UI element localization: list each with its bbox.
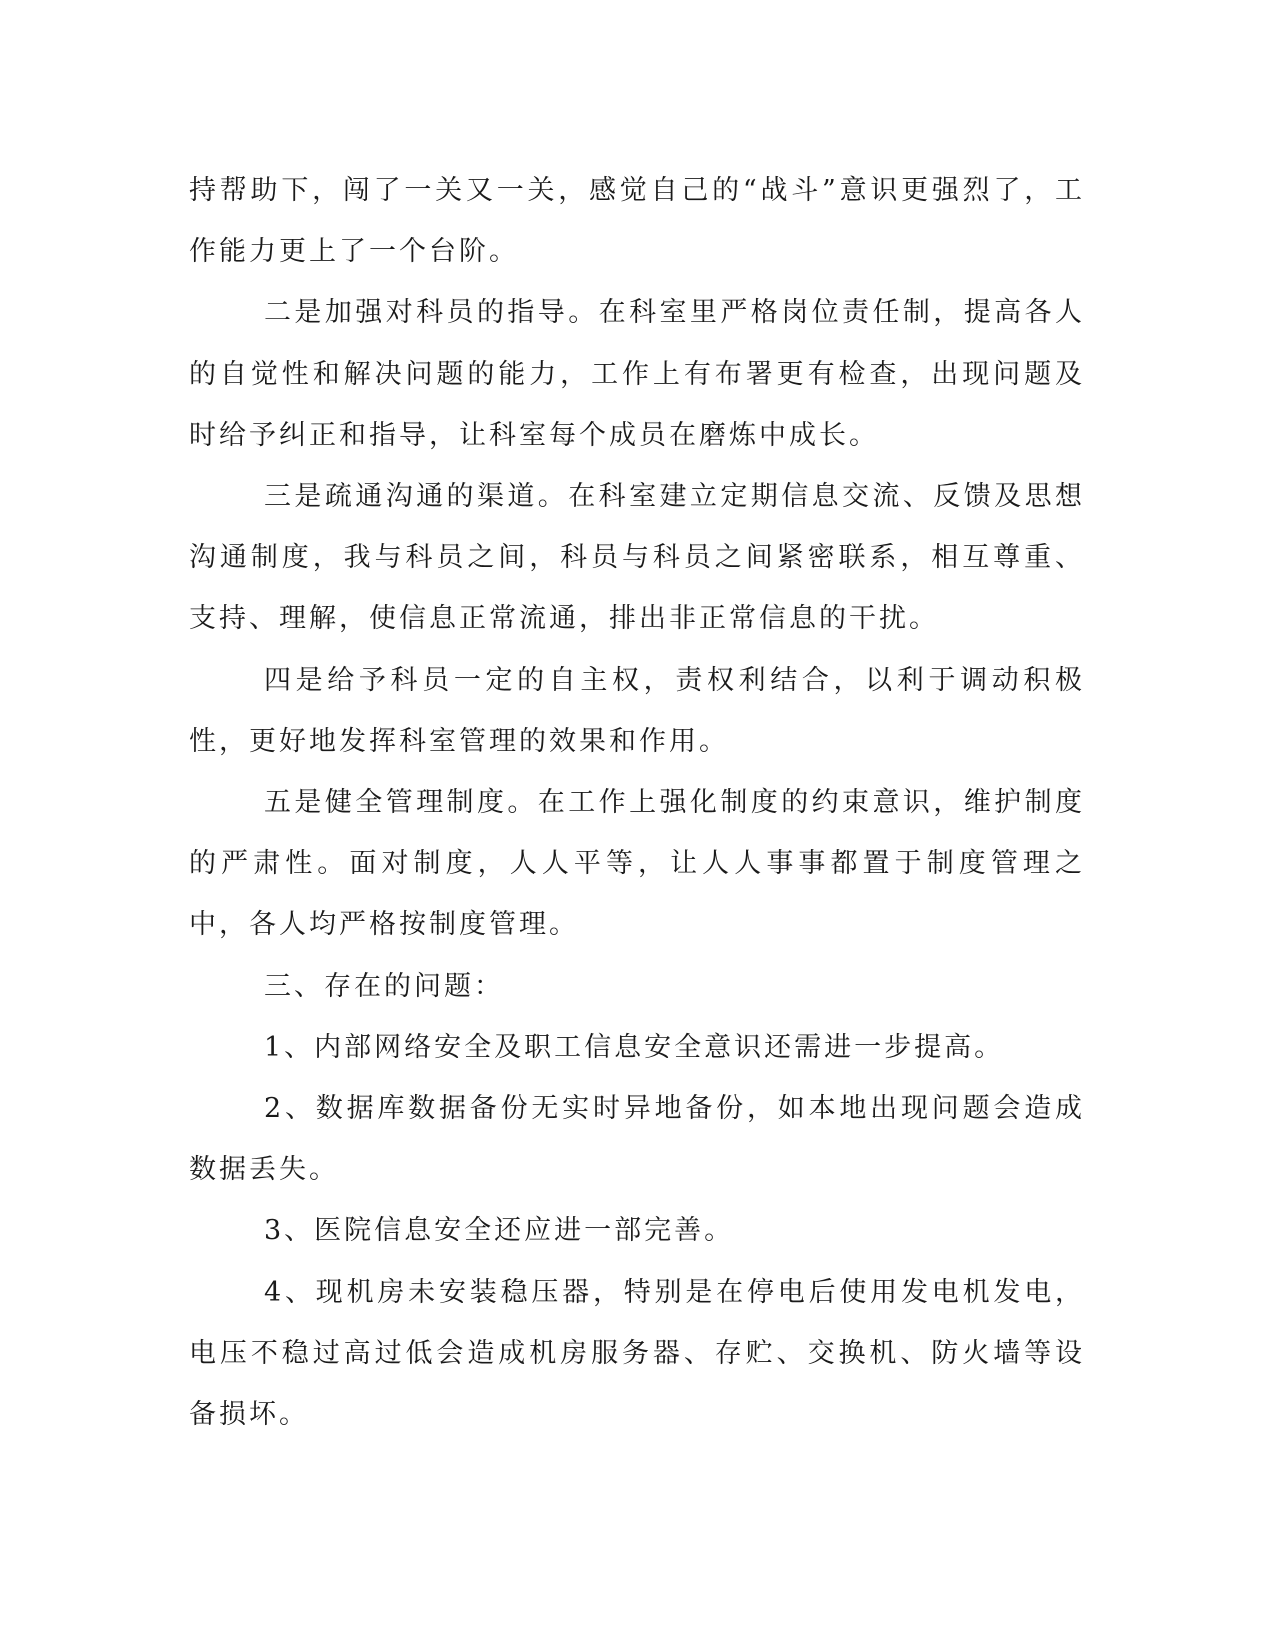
problem-item-3: 3、医院信息安全还应进一部完善。 [264,1215,735,1247]
document-body [189,160,1085,1445]
problem-item-2: 2、数据库数据备份无实时异地备份，如本地出现问题会造成数据丢失。 [189,1093,1085,1186]
section-heading-problems: 三、存在的问题： [264,970,504,1002]
paragraph-management-system: 五是健全管理制度。在工作上强化制度的约束意识，维护制度的严肃性。面对制度，人人平等，让人人事事都置于制度管理之中，各人均严格按制度管理。 [189,787,1085,941]
paragraph-continuation: 持帮助下，闯了一关又一关，感觉自己的“战斗”意识更强烈了，工作能力更上了一个台阶。 [189,175,1085,268]
problem-item-4: 4、现机房未安装稳压器，特别是在停电后使用发电机发电，电压不稳过高过低会造成机房服务器、存贮、交换机、防火墙等设备损坏。 [189,1276,1085,1431]
problem-item-1: 1、内部网络安全及职工信息安全意识还需进一步提高。 [264,1031,1005,1063]
paragraph-autonomy: 四是给予科员一定的自主权，责权利结合，以利于调动积极性，更好地发挥科室管理的效果和作用。 [189,664,1085,757]
paragraph-guidance: 二是加强对科员的指导。在科室里严格岗位责任制，提高各人的自觉性和解决问题的能力，工作上有布署更有检查，出现问题及时给予纠正和指导，让科室每个成员在磨炼中成长。 [189,297,1085,451]
paragraph-communication: 三是疏通沟通的渠道。在科室建立定期信息交流、反馈及思想沟通制度，我与科员之间，科员与科员之间紧密联系，相互尊重、支持、理解，使信息正常流通，排出非正常信息的干扰。 [189,481,1085,635]
